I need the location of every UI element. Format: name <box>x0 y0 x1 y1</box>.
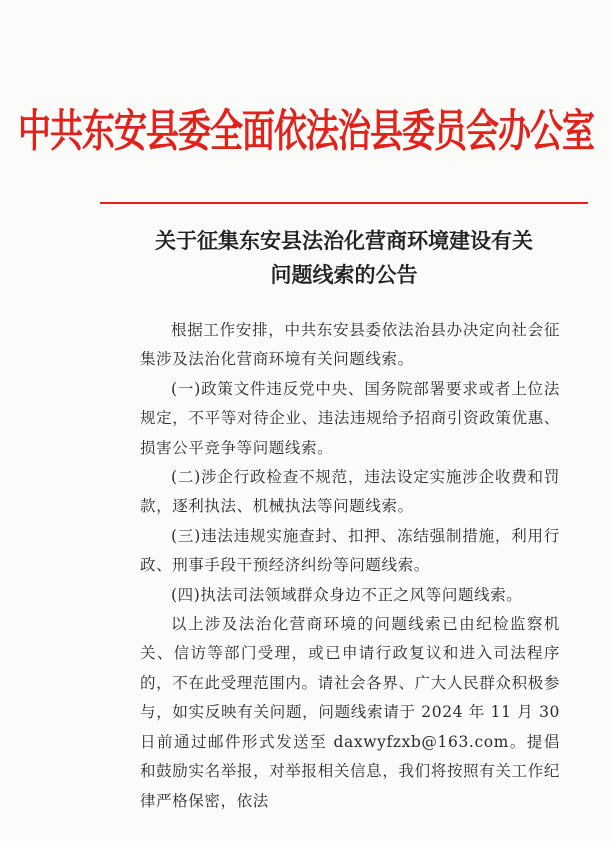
body-paragraph-item-4: (四)执法司法领域群众身边不正之风等问题线索。 <box>171 585 523 604</box>
letterhead-org-name: 中共东安县委全面依法治县委员会办公室 <box>18 104 594 157</box>
letterhead-red-rule <box>100 202 588 204</box>
body-paragraph-item-1: (一)政策文件违反党中央、国务院部署要求或者上位法规定，不平等对待企业、违法违规给予招商引资政策优惠、损害公平竞争等问题线索。 <box>140 379 560 457</box>
notice-body <box>140 316 560 816</box>
body-paragraph-scope: 以上涉及法治化营商环境的问题线索已由纪检监察机关、信访等部门受理，或已申请行政复议和进入司法程序的，不在此受理范围内。请社会各界、广大人民群众积极参与，如实反映有关问题，问题线索请于 2024 年 11 月 30 日前通过邮件形式发送至 daxwyfzxb@163.com。提倡和鼓励实名举报，对举报相关信息，我们将按照有关工作纪律严格保密，依法 <box>140 615 560 810</box>
body-paragraph-item-2: (二)涉企行政检查不规范，违法设定实施涉企收费和罚款，逐利执法、机械执法等问题线索。 <box>140 468 560 516</box>
notice-title-line-2: 问题线索的公告 <box>270 263 418 287</box>
notice-title-line-1: 关于征集东安县法治化营商环境建设有关 <box>155 229 533 253</box>
body-paragraph-item-3: (三)违法违规实施查封、扣押、冻结强制措施，利用行政、刑事手段干预经济纠纷等问题线索。 <box>140 526 560 575</box>
body-paragraph-intro: 根据工作安排，中共东安县委依法治县办决定向社会征集涉及法治化营商环境有关问题线索。 <box>140 321 560 369</box>
notice-title <box>100 224 588 292</box>
